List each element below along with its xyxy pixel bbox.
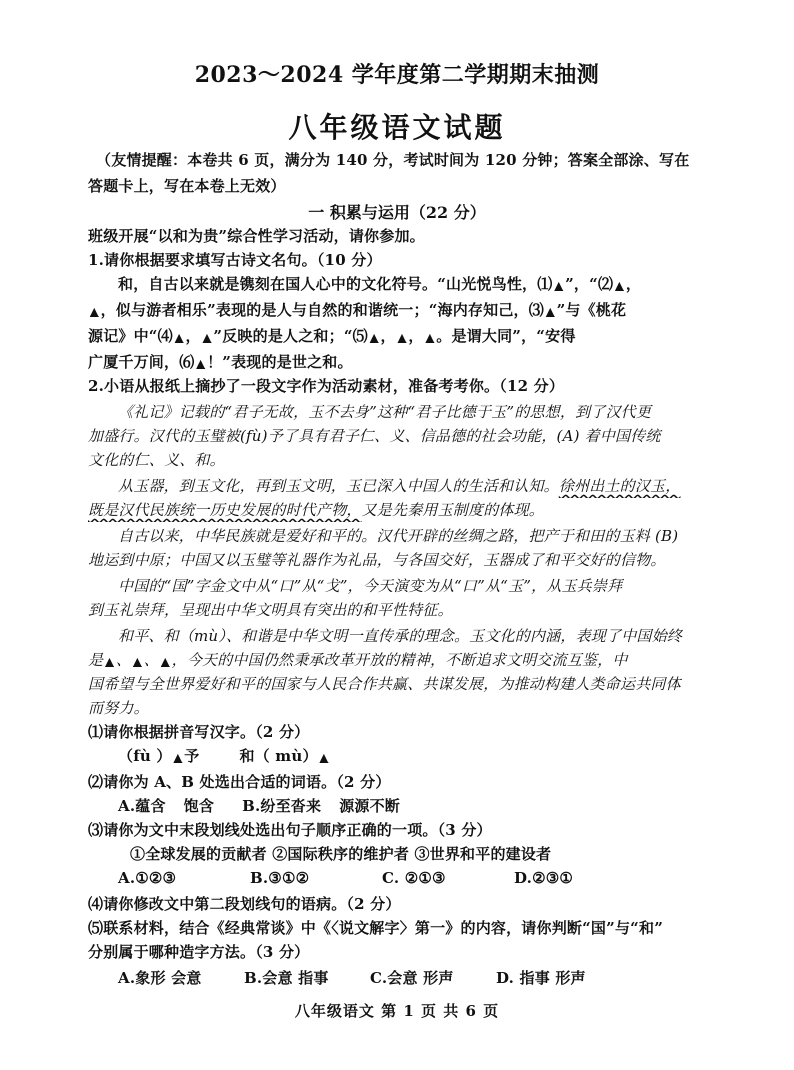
term-title: 2023～2024 学年度第二学期期末抽测: [194, 62, 600, 88]
passage-p2-b: 既是汉代民族统一历史发展的时代产物，又是先秦用玉制度的体现。: [88, 501, 545, 519]
notice-line-1: （友情提醒：本卷共 6 页，满分为 140 分，考试时间为 120 分钟；答案全部涂、写在: [96, 151, 690, 169]
blank-marker: ▲: [202, 331, 212, 344]
blank-marker: ▲: [615, 279, 624, 292]
sub-question-5-options: A.象形 会意 B.会意 指事 C.会意 形声 D. 指事 形声: [118, 969, 586, 987]
blank-marker: ▲: [425, 331, 435, 344]
sub-question-2-options: A.蕴含 饱含 B.纷至沓来 源源不断: [118, 797, 400, 815]
passage-p4-a: 中国的“国”字金文中从“口”从“戈”，今天演变为从“口”从“玉”，从玉兵崇拜: [118, 577, 623, 595]
section-intro: 班级开展“以和为贵”综合性学习活动，请你参加。: [88, 227, 425, 245]
blank-marker: ▲: [133, 655, 142, 668]
sub-question-1: ⑴请你根据拼音写汉字。（2 分）: [88, 723, 310, 741]
passage-p3-a: 自古以来，中华民族就是爱好和平的。汉代开辟的丝绸之路，把产于和田的玉料 (B): [118, 527, 679, 545]
sub-question-3: ⑶请你为文中末段划线处选出句子顺序正确的一项。（3 分）: [88, 821, 492, 839]
blank-marker: ▲: [90, 305, 99, 318]
blank-marker: ▲: [319, 751, 329, 764]
sub-question-4: ⑷请你修改文中第二段划线句的语病。（2 分）: [88, 895, 401, 913]
page-title: 八年级语文试题: [288, 111, 506, 144]
sub-question-3-items: ①全球发展的贡献者 ②国际秩序的维护者 ③世界和平的建设者: [130, 845, 552, 863]
q1-line-2: ▲ ，似与游者相乐”表现的是人与自然的和谐统一；“海内存知己，⑶ ▲ ”与《桃花: [88, 298, 706, 324]
blank-marker: ▲: [173, 751, 183, 764]
sub-question-1-answers: （fù ） ▲ 予 和（ mù） ▲: [88, 744, 736, 770]
blank-marker: ▲: [105, 655, 114, 668]
q1-stem: 1.请你根据要求填写古诗文名句。（10 分）: [88, 251, 382, 269]
section-heading: 一 积累与运用（22 分）: [308, 203, 486, 222]
blank-marker: ▲: [174, 331, 184, 344]
blank-marker: ▲: [369, 331, 379, 344]
q1-line-4: 广厦千万间，⑹ ▲ ！”表现的是世之和。: [88, 350, 706, 376]
passage-p5-c: 国希望与全世界爱好和平的国家与人民合作共赢、共谋发展，为推动构建人类命运共同体: [88, 675, 681, 693]
underlined-sentence: 徐州出土的汉玉，: [558, 477, 681, 495]
passage-p4-b: 到玉礼崇拜，呈现出中华文明具有突出的和平性特征。: [88, 601, 453, 619]
blank-marker: ▲: [554, 279, 564, 292]
passage-p5-d: 而努力。: [88, 699, 149, 717]
blank-marker: ▲: [545, 305, 555, 318]
sub-question-3-options: A.①②③ B.③①② C. ②①③ D.②③①: [118, 869, 574, 887]
sub-question-5-a: ⑸联系材料，结合《经典常谈》中《〈说文解字〉第一》的内容，请你判断“国”与“和”: [88, 919, 664, 937]
passage-p1-c: 文化的仁、义、和。: [88, 451, 225, 469]
passage-p3-b: 地运到中原；中国又以玉璧等礼器作为礼品，与各国交好，玉器成了和平交好的信物。: [88, 551, 666, 569]
q1-line-1: 和，自古以来就是镌刻在国人心中的文化符号。“山光悦鸟性，⑴ ▲ ”，“⑵ ▲ ，: [88, 272, 736, 298]
blank-marker: ▲: [196, 357, 206, 370]
q1-line-3: 源记》中“⑷ ▲ ， ▲ ”反映的是人之和；“⑸ ▲ ， ▲ ， ▲ 。是谓大同”，“安得: [88, 324, 706, 350]
passage-p2-a: 从玉器，到玉文化，再到玉文明，玉已深入中国人的生活和认知。徐州出土的汉玉，: [118, 477, 681, 495]
underlined-sentence: 既是汉代民族统一历史发展的时代产物，: [88, 501, 362, 519]
passage-p5-b: 是 ▲ 、 ▲ 、 ▲ ，今天的中国仍然秉承改革开放的精神，不断追求文明交流互鉴，中: [88, 648, 706, 674]
blank-marker: ▲: [160, 655, 170, 668]
blank-marker: ▲: [397, 331, 407, 344]
passage-p5-a: 和平、和（mù）、和谐是中华文明一直传承的理念。玉文化的内涵，表现了中国始终: [118, 627, 682, 645]
sub-question-5-b: 分别属于哪种造字方法。（3 分）: [88, 943, 310, 961]
passage-p1-a: 《礼记》记载的“君子无故，玉不去身”这种“君子比德于玉”的思想，到了汉代更: [118, 403, 652, 421]
passage-p1-b: 加盛行。汉代的玉璧被(fù)予了具有君子仁、义、信品德的社会功能，(A) 着中国传统: [88, 427, 661, 445]
sub-question-2: ⑵请你为 A、B 处选出合适的词语。（2 分）: [88, 773, 391, 791]
page-footer: 八年级语文 第 1 页 共 6 页: [294, 1002, 500, 1020]
q2-stem: 2.小语从报纸上摘抄了一段文字作为活动素材，准备考考你。（12 分）: [88, 377, 565, 395]
notice-line-2: 答题卡上，写在本卷上无效）: [88, 177, 286, 195]
